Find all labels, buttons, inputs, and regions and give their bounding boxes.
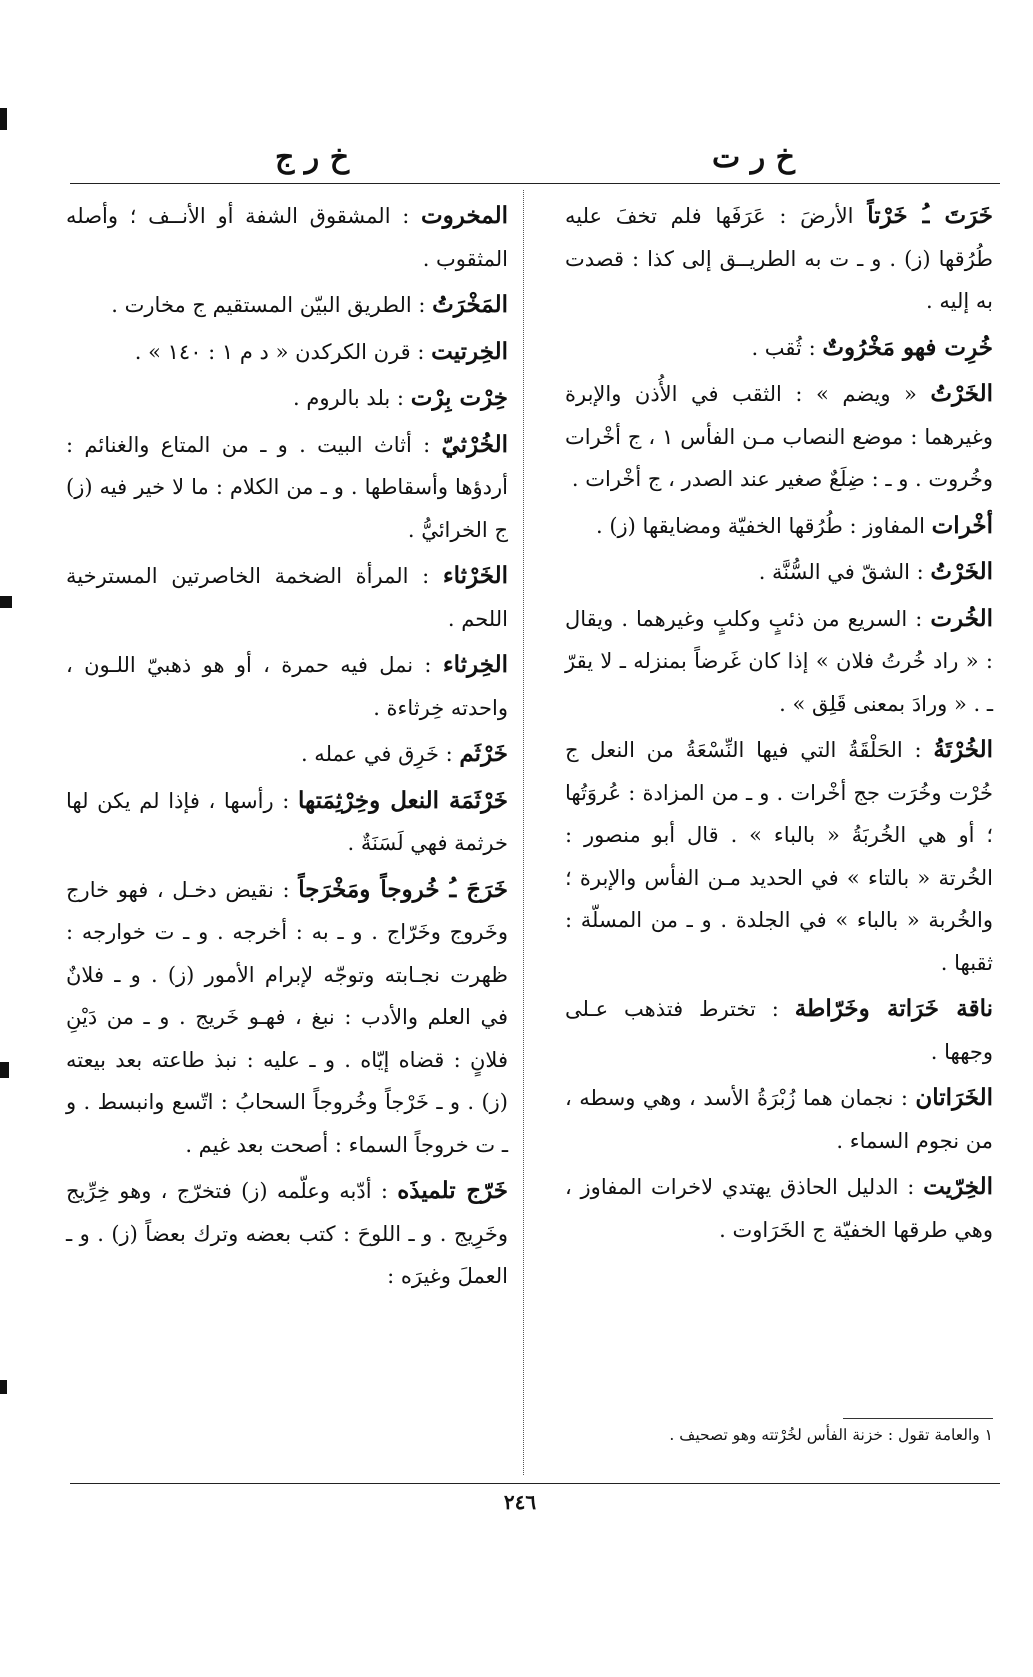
entry-definition: : أدّبه وعلّمه (ز) فتخرّج ، وهو خِرِّيج وخَرِيج . و ـ اللوحَ : كتب بعضه وترك بعضاً (ز) . و ـ العملَ وغيرَه :: [66, 1179, 508, 1288]
entry-definition: : نقيض دخـل ، فهو خارج وخَروج وخَرّاج . و ـ به : أخرجه . و ـ ت خوارجه : ظهرت نجـابته وتوجّه لإبرام الأمور (ز) . و ـ فلانٌ في العلم والأدب : نبغ ، فهـو خَريج . و ـ من دَيْنِ فلانٍ : قضاه إيّاه . و ـ عليه : نبذ طاعته بعد بيعته (ز) . و ـ خَرْجاً وخُروجاً السحابُ : اتّسع وانبسط . و ـ ت خروجاً السماء : أصحت بعد غيم .: [66, 877, 508, 1157]
entry-headword: خَرْثَمَة النعل وخِرْثِمَتها: [297, 786, 508, 814]
dictionary-entry: [565, 1166, 993, 1251]
entry-definition: : خَرِق في عمله .: [300, 742, 460, 766]
binding-mark: [0, 108, 7, 130]
entry-definition: : نجمان هما زُبْرَةُ الأسد ، وهي وسطه ، من نجوم السماء .: [565, 1086, 993, 1153]
binding-mark: [0, 1380, 7, 1394]
entry-headword: الخَرَاتان: [915, 1084, 993, 1111]
binding-mark: [0, 1062, 9, 1078]
dictionary-entry: [66, 780, 508, 865]
dictionary-entry: [66, 644, 508, 729]
entry-definition: الأرضَ : عَرَفَها فلم تخفَ عليه طُرُقها (ز) . و ـ ت به الطريــق إلى كذا : قصدت به إليه .: [565, 204, 993, 313]
entry-definition: : الشقّ في السُّنَّة .: [758, 560, 931, 584]
entry-headword: الخَرْثاء: [442, 562, 508, 589]
entry-definition: : السريع من ذئبٍ وكلبٍ وغيرهما . ويقال : « راد خُرتُ فلان » إذا كان غَرضاً بمنزله ـ لا يقرّ ـ . « ورادَ بمعنى قَلِق » .: [565, 606, 993, 716]
dictionary-entry: [565, 551, 993, 594]
entry-headword: خَرْثَم: [459, 740, 508, 767]
page-header: [70, 130, 1000, 180]
page-number: ٢٤٦: [503, 1490, 537, 1514]
dictionary-entry: [565, 373, 993, 501]
dictionary-entry: [565, 505, 993, 548]
dictionary-entry: [66, 555, 508, 640]
entry-headword: ناقة خَرَاتة وخَرّاطة: [794, 995, 993, 1022]
entry-definition: : أثاث البيت . و ـ من المتاع والغنائم : أردؤها وأسقاطها . و ـ من الكلام : ما لا خير فيه (ز) ج الخرائيُّ .: [66, 432, 508, 542]
dictionary-entry: [66, 284, 508, 327]
entry-definition: : نمل فيه حمرة ، أو هو ذهبيّ اللـون ، واحدته خِرثاءة .: [66, 653, 508, 720]
dictionary-entry: [66, 733, 508, 776]
entry-headword: الخَرْتُ: [930, 380, 993, 407]
entry-definition: : الدليل الحاذق يهتدي لاخرات المفاوز ، وهي طرقها الخفيّة ج الخَرَاوت .: [565, 1175, 993, 1242]
right-column-heading: خ ر ت: [712, 140, 795, 175]
entry-definition: « ويضم » : الثقب في الأُذن والإبرة وغيرهما : موضع النصاب مـن الفأس ١ ، ج أخْرات وخُروت . و ـ : ضِلَعٌ صغير عند الصدر ، ج أخْرات .: [565, 382, 993, 491]
entry-headword: خَرَجَ ـُ خُروجاً ومَخْرَجاً: [298, 875, 508, 903]
dictionary-entry: [565, 598, 993, 726]
left-column: [66, 195, 508, 1302]
right-column: [565, 195, 993, 1255]
entry-headword: الخَرْتُ: [930, 558, 993, 585]
dictionary-entry: [565, 195, 993, 323]
entry-headword: خِرْت بِرْت: [410, 384, 508, 411]
dictionary-entry: [66, 424, 508, 552]
left-column-heading: خ ر ج: [275, 140, 350, 175]
dictionary-entry: [66, 331, 508, 374]
header-rule: [70, 183, 1000, 184]
entry-definition: : ثُقب .: [751, 335, 823, 360]
entry-definition: : قرن الكركدن « د م ١ : ١٤٠ » .: [134, 339, 432, 364]
dictionary-entry: [565, 988, 993, 1073]
dictionary-entry: [565, 729, 993, 984]
entry-headword: الخِرّيت: [923, 1173, 993, 1200]
entry-headword: أخْرات: [931, 511, 993, 539]
dictionary-entry: [66, 1170, 508, 1298]
entry-definition: المفاوز : طُرُقها الخفيّة ومضايقها (ز) .: [596, 513, 932, 538]
entry-definition: : الحَلْقَةُ التي فيها النِّسْعَةُ من النعل ج خُرْت وخُرَت جج أخْرات . و ـ من المزادة : عُروَتُها ؛ أو هي الخُربَةُ « بالباء » . قال أبو منصور : الخُرتة « بالتاء » في الحديد مـن الفأس والإبرة ؛ والخُربة « بالباء » في الجلدة . و ـ من المسلّة : ثقبها .: [565, 738, 993, 975]
entry-definition: : رأسها ، فإذا لم يكن لها خرثمة فهي لَسَنَةٌ .: [66, 788, 508, 855]
footnote-rule: [843, 1418, 993, 1419]
entry-headword: الخُرت: [930, 604, 993, 632]
footnote: ١ والعامة تقول : خزنة الفأس لخُرْتته وهو تصحيف .: [669, 1426, 993, 1444]
entry-definition: : المرأة الضخمة الخاصرتين المسترخية اللحم .: [66, 564, 508, 631]
entry-headword: خَرّج تلميذَه: [397, 1177, 509, 1204]
dictionary-entry: [565, 327, 993, 370]
column-divider: [523, 190, 524, 1475]
dictionary-entry: [66, 869, 508, 1167]
entry-definition: : الطريق البيّن المستقيم ج مخارت .: [111, 293, 433, 317]
entry-headword: الخِرثاء: [442, 651, 508, 678]
footer-rule: [70, 1483, 1000, 1484]
dictionary-entry: [565, 1077, 993, 1162]
entry-headword: الخِرتيت: [431, 337, 508, 365]
entry-headword: المخروت: [421, 202, 508, 229]
entry-headword: خَرَتَ ـُ خَرْتاً: [867, 202, 993, 229]
dictionary-entry: [66, 195, 508, 280]
entry-headword: خُرِت فهو مَخْرُوتٌ: [822, 333, 993, 361]
dictionary-entry: [66, 377, 508, 420]
entry-headword: المَخْرَتُ: [432, 291, 508, 318]
binding-mark: [0, 596, 12, 608]
entry-definition: : المشقوق الشفة أو الأنــف ؛ وأصله المثقوب .: [66, 204, 508, 271]
entry-definition: : تخترط فتذهب عـلى وجهها .: [565, 997, 993, 1064]
entry-headword: الخُرْتَةُ: [933, 736, 993, 763]
entry-definition: : بلد بالروم .: [293, 386, 411, 410]
entry-headword: الخُرْثيّ: [441, 430, 508, 458]
